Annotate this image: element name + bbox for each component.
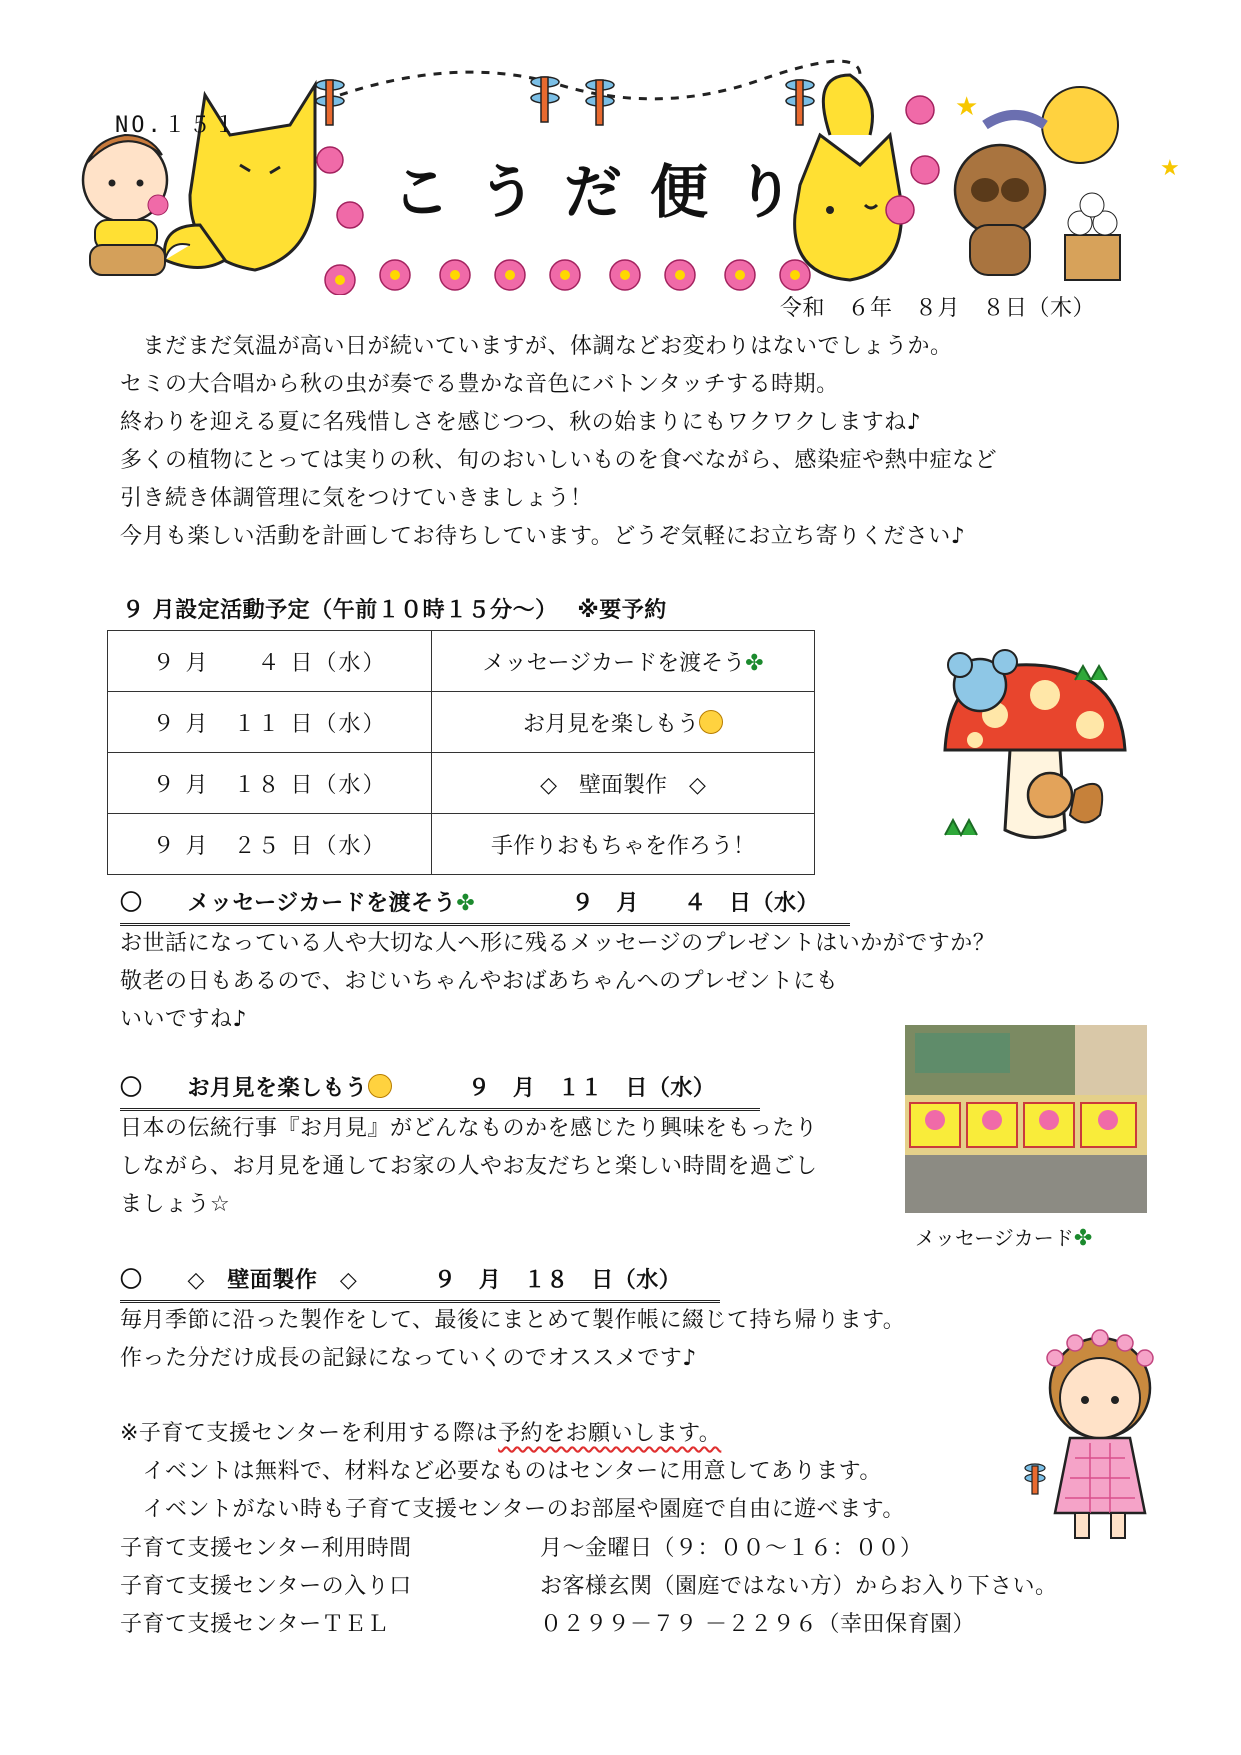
section-line: ましょう☆ [120, 1192, 231, 1217]
section-line: 敬老の日もあるので、おじいちゃんやおばあちゃんへのプレゼントにも [120, 969, 839, 994]
notes-block [120, 1415, 905, 1529]
section-heading-date: ９ 月 １１ 日（水） [467, 1076, 716, 1101]
intro-line: まだまだ気温が高い日が続いていますが、体調などお変わりはないでしょうか。 [120, 334, 953, 359]
clover-icon: ✤ [1073, 1226, 1093, 1251]
schedule-heading: ９ 月設定活動予定（午前１０時１５分～） ※要予約 [122, 598, 667, 623]
intro-line: 今月も楽しい活動を計画してお待ちしています。どうぞ気軽にお立ち寄りください♪ [120, 524, 966, 549]
intro-line: 終わりを迎える夏に名残惜しさを感じつつ、秋の始まりにもワクワクしますね♪ [120, 410, 922, 435]
section-body [120, 1110, 818, 1224]
section-body [120, 925, 995, 1039]
mushroom-illustration [925, 640, 1145, 850]
dragonfly-icon [786, 80, 814, 125]
table-row [108, 814, 815, 875]
notes-line: イベントがない時も子育て支援センターのお部屋や園庭で自由に遊べます。 [120, 1497, 905, 1522]
schedule-event: ◇ 壁面製作 ◇ [432, 753, 815, 814]
message-card-photo [905, 1025, 1147, 1213]
section-heading-date: ９ 月 １８ 日（水） [433, 1268, 682, 1293]
section-body [120, 1302, 905, 1378]
notes-line1-emphasis: 予約をお願いします。 [498, 1421, 722, 1446]
schedule-date: ９ 月 １８ 日（水） [108, 753, 432, 814]
schedule-event-label: メッセージカードを渡そう [482, 650, 746, 676]
svg-text:★: ★ [1160, 156, 1180, 181]
notes-line [120, 1415, 905, 1453]
girl-artwork [1015, 1318, 1185, 1548]
section-line: しながら、お月見を通してお家の人やお友だちと楽しい時間を過ごし [120, 1154, 818, 1179]
section-heading-label: 〇 メッセージカードを渡そう [120, 891, 457, 916]
table-row [108, 631, 815, 692]
photo-caption [915, 1222, 1092, 1251]
schedule-date: ９ 月 ２５ 日（水） [108, 814, 432, 875]
tanuki-illustration [955, 87, 1180, 280]
schedule-event [432, 692, 815, 753]
issue-date: 令和 ６年 ８月 ８日（木） [780, 296, 1096, 321]
schedule-table [107, 630, 815, 875]
section-heading-message-card [120, 885, 850, 926]
schedule-date: ９ 月 １１ 日（水） [108, 692, 432, 753]
dragonfly-icon [531, 77, 559, 122]
section-line: 毎月季節に沿った製作をして、最後にまとめて製作帳に綴じて持ち帰ります。 [120, 1308, 906, 1333]
section-heading-date: ９ 月 ４ 日（水） [571, 891, 819, 916]
schedule-event: 手作りおもちゃを作ろう！ [432, 814, 815, 875]
table-row [108, 692, 815, 753]
baby-illustration [83, 135, 168, 275]
section-heading-label: 〇 お月見を楽しもう [120, 1076, 368, 1101]
table-row [108, 753, 815, 814]
section-line: 日本の伝統行事『お月見』がどんなものかを感じたり興味をもったり [120, 1116, 818, 1141]
section-line: 作った分だけ成長の記録になっていくのでオススメです♪ [120, 1346, 697, 1371]
schedule-event-label: お月見を楽しもう [522, 711, 699, 737]
section-heading-moon-viewing [120, 1070, 760, 1111]
intro-line: 多くの植物にとっては実りの秋、旬のおいしいものを食べながら、感染症や熱中症など [120, 448, 998, 473]
info-label: 子育て支援センター利用時間 [120, 1536, 412, 1561]
issue-number: NO.１５１ [115, 113, 239, 138]
photo-caption-label: メッセージカード [915, 1226, 1074, 1250]
smile-icon [699, 710, 723, 734]
notes-line1-prefix: ※子育て支援センターを利用する際は [120, 1421, 499, 1446]
info-value: ０２９９－７９ －２２９６（幸田保育園） [540, 1612, 975, 1637]
dragonfly-icon [316, 80, 344, 125]
mushroom-artwork [925, 640, 1145, 850]
intro-line: 引き続き体調管理に気をつけていきましょう！ [120, 486, 593, 511]
schedule-date: ９ 月 ４ 日（水） [108, 631, 432, 692]
clover-icon: ✤ [745, 650, 764, 676]
notes-line: イベントは無料で、材料など必要なものはセンターに用意してあります。 [120, 1459, 882, 1484]
dragonfly-icon [586, 80, 614, 125]
girl-illustration [1015, 1318, 1185, 1548]
intro-line: セミの大合唱から秋の虫が奏でる豊かな音色にバトンタッチする時期。 [120, 372, 839, 397]
info-label: 子育て支援センターＴＥＬ [120, 1612, 390, 1637]
info-value: 月～金曜日（９：００～１６：００） [540, 1536, 923, 1561]
smile-icon [368, 1074, 392, 1098]
intro-paragraph [120, 328, 997, 556]
info-value: お客様玄関（園庭ではない方）からお入り下さい。 [540, 1574, 1058, 1599]
clover-icon: ✤ [456, 891, 476, 916]
section-line: いいですね♪ [120, 1007, 248, 1032]
section-line: お世話になっている人や大切な人へ形に残るメッセージのプレゼントはいかがですか？ [120, 931, 996, 956]
info-label: 子育て支援センターの入り口 [120, 1574, 412, 1599]
section-heading-wall-craft [120, 1262, 720, 1303]
svg-text:★: ★ [955, 92, 979, 122]
section-heading-label: 〇 ◇ 壁面製作 ◇ [120, 1268, 358, 1293]
photo-artwork [905, 1025, 1147, 1213]
schedule-event [432, 631, 815, 692]
page-title: こうだ便り [392, 158, 823, 226]
